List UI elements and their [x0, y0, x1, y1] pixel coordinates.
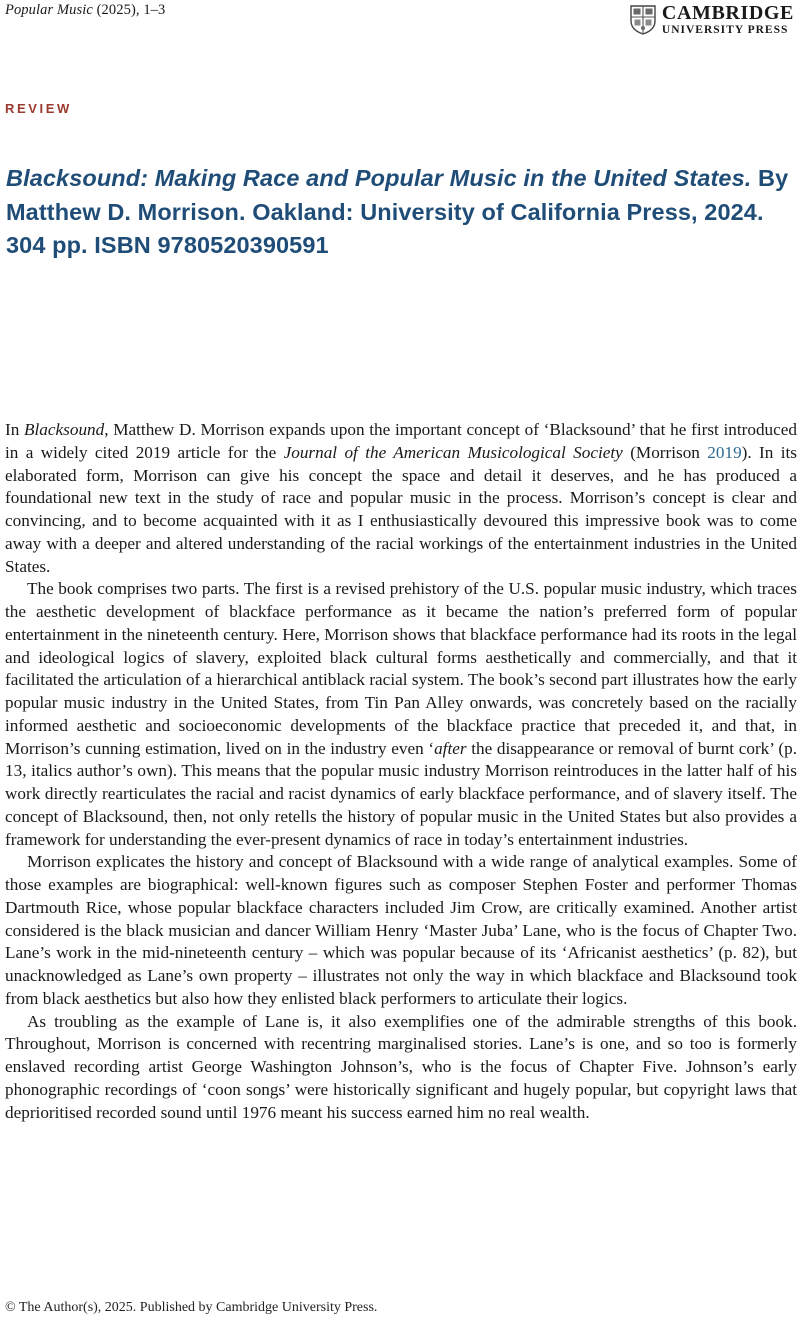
p1-journal-name: Journal of the American Musicological Society [283, 442, 623, 462]
journal-title: Popular Music [5, 2, 93, 18]
cambridge-shield-icon [630, 5, 656, 35]
p1-text-a: In [5, 420, 25, 439]
paragraph-3: Morrison explicates the history and concept of Blacksound with a wide range of analytical examples. Some of those examples are biographical: well-known figures such as composer Stephen Foster and performer Thomas Dartmouth Rice, whose popular blackface characters included Jim Crow, are critically examined. Another artist considered is the black musician and dancer William Henry ‘Master Juba’ Lane, who is the focus of Chapter Two. Lane’s work in the mid-nineteenth century – which was popular because of its ‘Africanist aesthetics’ (p. 82), but unacknowledged as Lane’s own property – illustrates not only the way in which blackface and Blacksound took from black aesthetics but also how they enlisted black performers to articulate their logics. [5, 852, 797, 1008]
book-details: By Matthew D. Morrison. Oakland: University of California Press, 2024. 304 pp. ISBN 9780520390591 [6, 165, 789, 258]
paragraph-2 [5, 578, 797, 851]
review-title [6, 162, 796, 263]
book-title: Blacksound: Making Race and Popular Music in the United States. [6, 165, 752, 191]
p1-book-title: Blacksound [24, 420, 105, 439]
paragraph-1 [5, 419, 797, 578]
publisher-name-line1: CAMBRIDGE [661, 2, 794, 24]
publisher-name [662, 3, 794, 37]
p1-text-e: (Morrison [622, 442, 708, 462]
p2-text-a: The book comprises two parts. The first is a revised prehistory of the U.S. popular music industry, which traces the aesthetic development of blackface performance as it became the nation’s preferred form of popular entertainment in the nineteenth century. Here, Morrison shows that blackface performance had its roots in the legal and ideological logics of slavery, exploited black cultural forms aesthetically and commercially, and that it facilitated the articulation of a hierarchical antiblack racial system. The book’s second part illustrates how the early popular music industry in the United States, from Tin Pan Alley onwards, was concretely based on the racially informed aesthetic and socioeconomic developments of the blackface practice that preceded it, and that, in Morrison’s cunning estimation, lived on in the industry even ‘ [5, 579, 797, 758]
publisher-logo[interactable] [630, 3, 794, 37]
paragraph-4: As troubling as the example of Lane is, it also exemplifies one of the admirable strengths of this book. Throughout, Morrison is concerned with recentring marginalised stories. Lane’s is one, and so too is formerly enslaved recording artist George Washington Johnson’s, who is the focus of Chapter Five. Johnson’s early phonographic recordings of ‘coon songs’ were historically significant and hugely popular, but copyright laws that deprioritised recorded sound until 1976 meant his success earned him no real wealth. [5, 1011, 797, 1122]
p1-text-g: ). In its elaborated form, Morrison can give his concept the space and detail it deserves, and he has produced a foundational new text in the study of race and popular music in the process. Morrison’s concept is clear and convincing, and to become acquainted with it as I enthusiastically devoured this impressive book was to come away with a deeper and altered understanding of the racial workings of the entertainment industries in the United States. [5, 442, 797, 576]
section-label: REVIEW [5, 101, 72, 116]
review-body [5, 419, 797, 1124]
journal-pages: (2025), 1–3 [96, 2, 166, 18]
publisher-name-line2: UNIVERSITY PRESS [661, 24, 789, 36]
copyright-footer: © The Author(s), 2025. Published by Cambridge University Press. [5, 1300, 378, 1315]
p1-text-c: , Matthew D. Morrison expands upon the important concept of ‘Blacksound’ that he first introduced in a widely cited 2019 article for the [5, 420, 797, 462]
citation-link-2019[interactable]: 2019 [707, 442, 742, 462]
p2-text-c: the disappearance or removal of burnt cork’ (p. 13, italics author’s own). This means that the popular music industry Morrison reintroduces in the latter half of his work directly rearticulates the racial and racist dynamics of early blackface performance, and of slavery itself. The concept of Blacksound, then, not only retells the history of popular music in the United States but also provides a framework for understanding the ever-present dynamics of race in today’s entertainment industries. [5, 738, 797, 849]
journal-citation [5, 2, 165, 19]
p2-italic-after: after [434, 738, 467, 758]
